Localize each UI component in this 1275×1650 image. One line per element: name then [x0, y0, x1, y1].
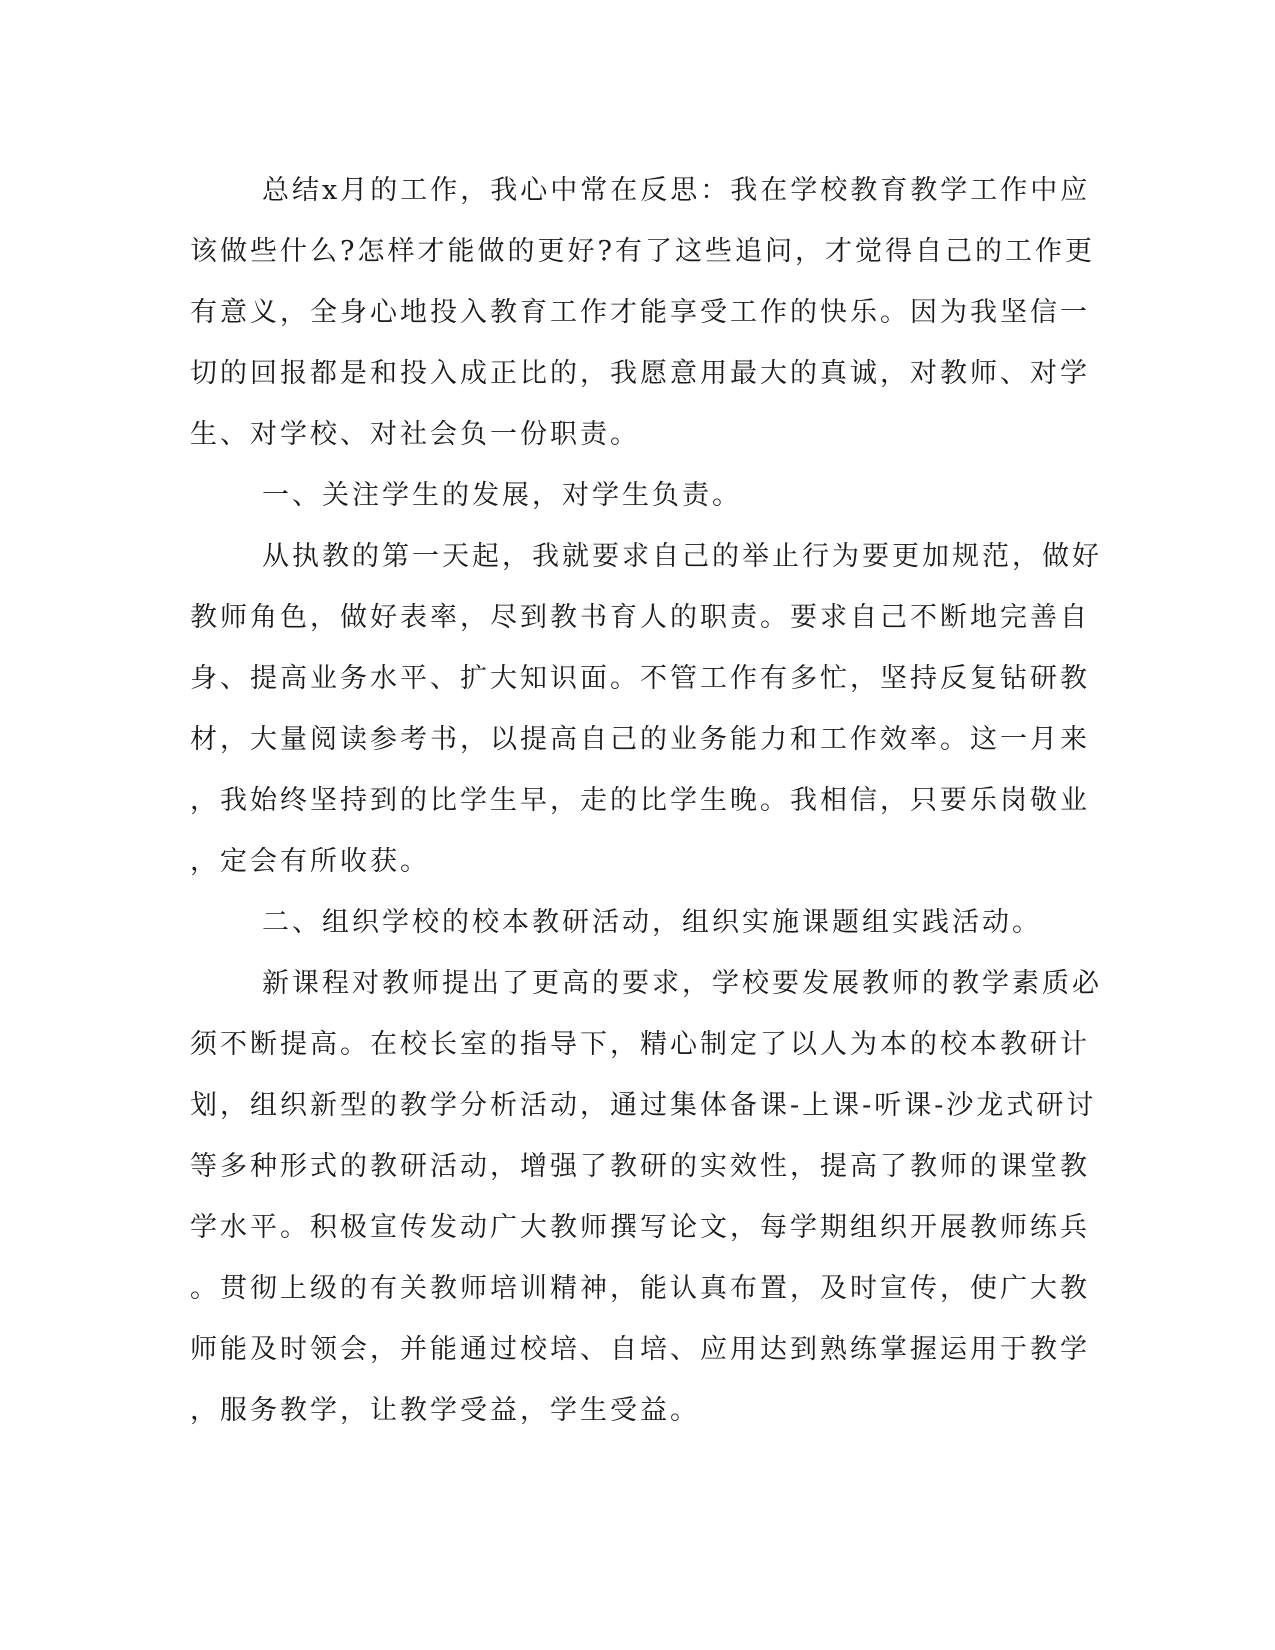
paragraph-line: 生、对学校、对社会负一份职责。 [190, 419, 640, 450]
paragraph-line: 切的回报都是和投入成正比的，我愿意用最大的真诚，对教师、对学 [190, 358, 1090, 389]
paragraph-line: 有意义，全身心地投入教育工作才能享受工作的快乐。因为我坚信一 [190, 297, 1090, 328]
paragraph-line: 从执教的第一天起，我就要求自己的举止行为要更加规范，做好 [262, 541, 1102, 572]
section-heading: 二、组织学校的校本教研活动，组织实施课题组实践活动。 [262, 907, 1042, 938]
paragraph-line: ，服务教学，让教学受益，学生受益。 [190, 1395, 700, 1426]
paragraph-line: 总结x月的工作，我心中常在反思：我在学校教育教学工作中应 [262, 175, 1091, 206]
paragraph-line: ，定会有所收获。 [190, 846, 430, 877]
paragraph-line: 身、提高业务水平、扩大知识面。不管工作有多忙，坚持反复钻研教 [190, 663, 1090, 694]
document-body [190, 160, 1102, 1441]
paragraph-line: 。贯彻上级的有关教师培训精神，能认真布置，及时宣传，使广大教 [190, 1273, 1090, 1304]
paragraph-line: 该做些什么?怎样才能做的更好?有了这些追问，才觉得自己的工作更 [190, 236, 1095, 267]
paragraph-line: 新课程对教师提出了更高的要求，学校要发展教师的教学素质必 [262, 968, 1102, 999]
paragraph-line: 师能及时领会，并能通过校培、自培、应用达到熟练掌握运用于教学 [190, 1334, 1090, 1365]
paragraph-line: 须不断提高。在校长室的指导下，精心制定了以人为本的校本教研计 [190, 1029, 1090, 1060]
paragraph-line: 划，组织新型的教学分析活动，通过集体备课-上课-听课-沙龙式研讨 [190, 1090, 1097, 1121]
paragraph-line: 学水平。积极宣传发动广大教师撰写论文，每学期组织开展教师练兵 [190, 1212, 1090, 1243]
paragraph-line: 材，大量阅读参考书，以提高自己的业务能力和工作效率。这一月来 [190, 724, 1090, 755]
paragraph-line: 等多种形式的教研活动，增强了教研的实效性，提高了教师的课堂教 [190, 1151, 1090, 1182]
paragraph-line: 教师角色，做好表率，尽到教书育人的职责。要求自己不断地完善自 [190, 602, 1090, 633]
section-heading: 一、关注学生的发展，对学生负责。 [262, 480, 742, 511]
paragraph-line: ，我始终坚持到的比学生早，走的比学生晚。我相信，只要乐岗敬业 [190, 785, 1090, 816]
